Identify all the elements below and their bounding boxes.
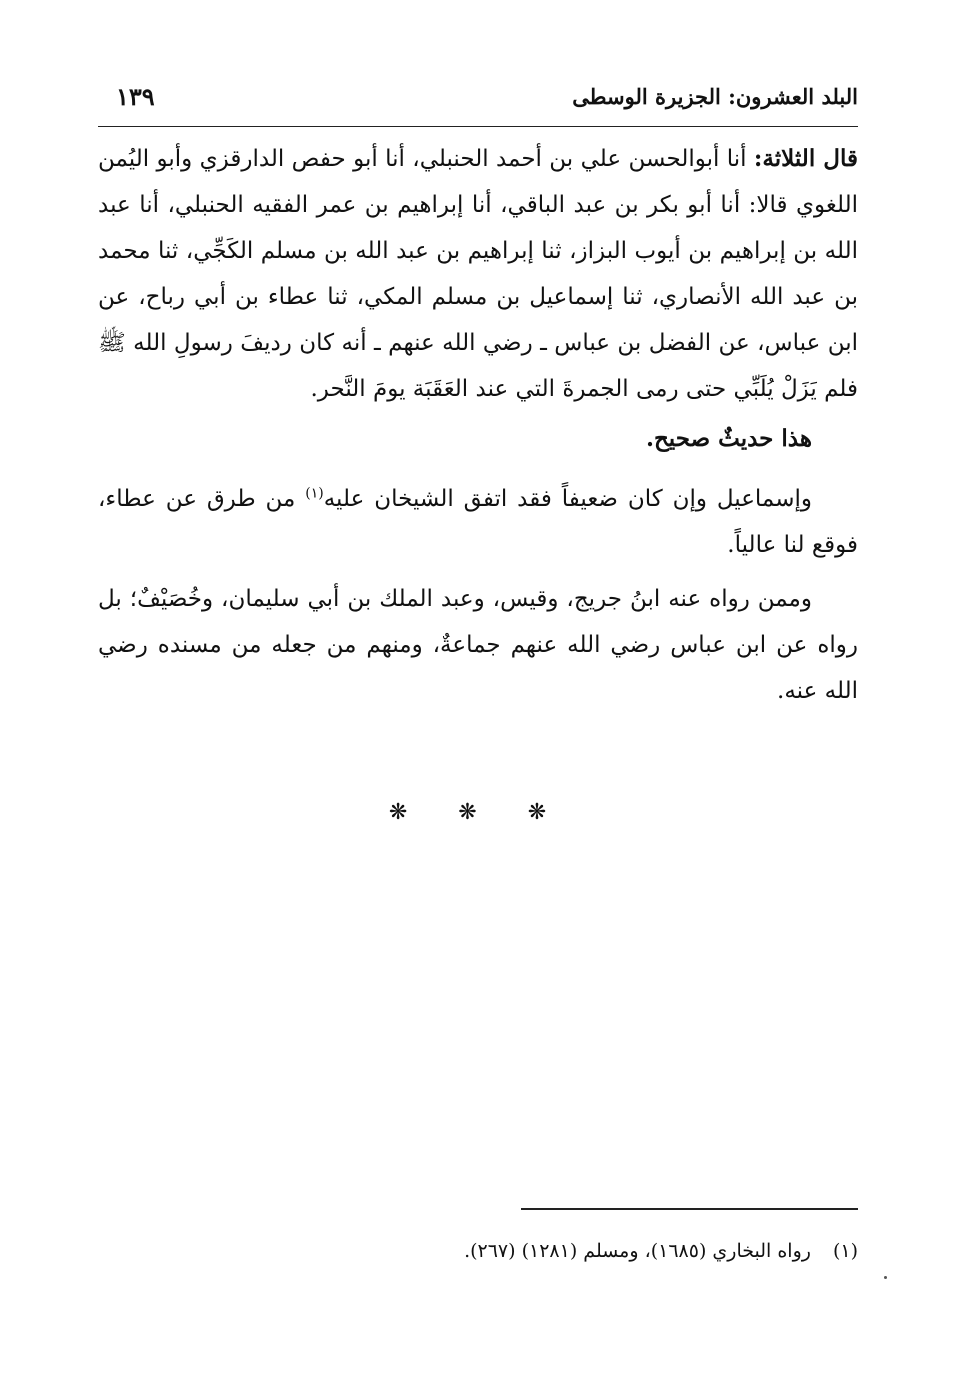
- page-header: [98, 84, 858, 124]
- scan-speck: [884, 1276, 887, 1279]
- footnote-reference[interactable]: (١): [305, 485, 324, 502]
- section-separator: ❋ ❋ ❋: [388, 800, 569, 825]
- commentary-text-b: من طرق عن عطاء، فوقع لنا عالياً.: [98, 486, 858, 558]
- running-title: البلد العشرون: الجزيرة الوسطى: [572, 84, 858, 109]
- paragraph-lead: قال الثلاثة:: [753, 145, 858, 172]
- page-number: ١٣٩: [116, 82, 155, 111]
- footnote-1: [464, 1240, 858, 1262]
- footnote-rule: [521, 1208, 858, 1210]
- footnote-text: رواه البخاري (١٦٨٥)، ومسلم (١٢٨١) (٢٦٧).: [464, 1240, 811, 1262]
- footnote-marker: (١): [832, 1240, 858, 1262]
- isnad-paragraph: [98, 136, 858, 412]
- narrators-paragraph: وممن رواه عنه ابنُ جريج، وقيس، وعبد الملك بن أبي سليمان، وخُصَيْفٌ؛ بل رواه عن ابن عباس رضي الله عنهم جماعةٌ، ومنهم من جعله من مسنده رضي الله عنه.: [98, 586, 858, 704]
- isnad-text: أنا أبوالحسن علي بن أحمد الحنبلي، أنا أبو حفص الدارقزي وأبو اليُمن اللغوي قالا: أنا أبو بكر بن عبد الباقي، أنا إبراهيم بن عمر الفقيه الحنبلي، أنا عبد الله بن إبراهيم بن أيوب البزاز، ثنا إبراهيم بن عبد الله بن مسلم الكَجِّي، ثنا محمد بن عبد الله الأنصاري، ثنا إسماعيل بن مسلم المكي، ثنا عطاء بن أبي رباح، عن ابن عباس، عن الفضل بن عباس ـ رضي الله عنهم ـ أنه كان رديفَ رسولِ الله ﷺ فلم يَزَلْ يُلَبِّي حتى رمى الجمرةَ التي عند العَقَبَة يومَ النَّحر.: [98, 146, 858, 402]
- commentary-text-a: وإسماعيل وإن كان ضعيفاً فقد اتفق الشيخان عليه: [323, 486, 812, 512]
- commentary-paragraph: [98, 476, 858, 568]
- main-text: [98, 136, 858, 714]
- verdict-paragraph: هذا حديثٌ صحيح.: [645, 425, 812, 452]
- header-rule: [98, 126, 858, 127]
